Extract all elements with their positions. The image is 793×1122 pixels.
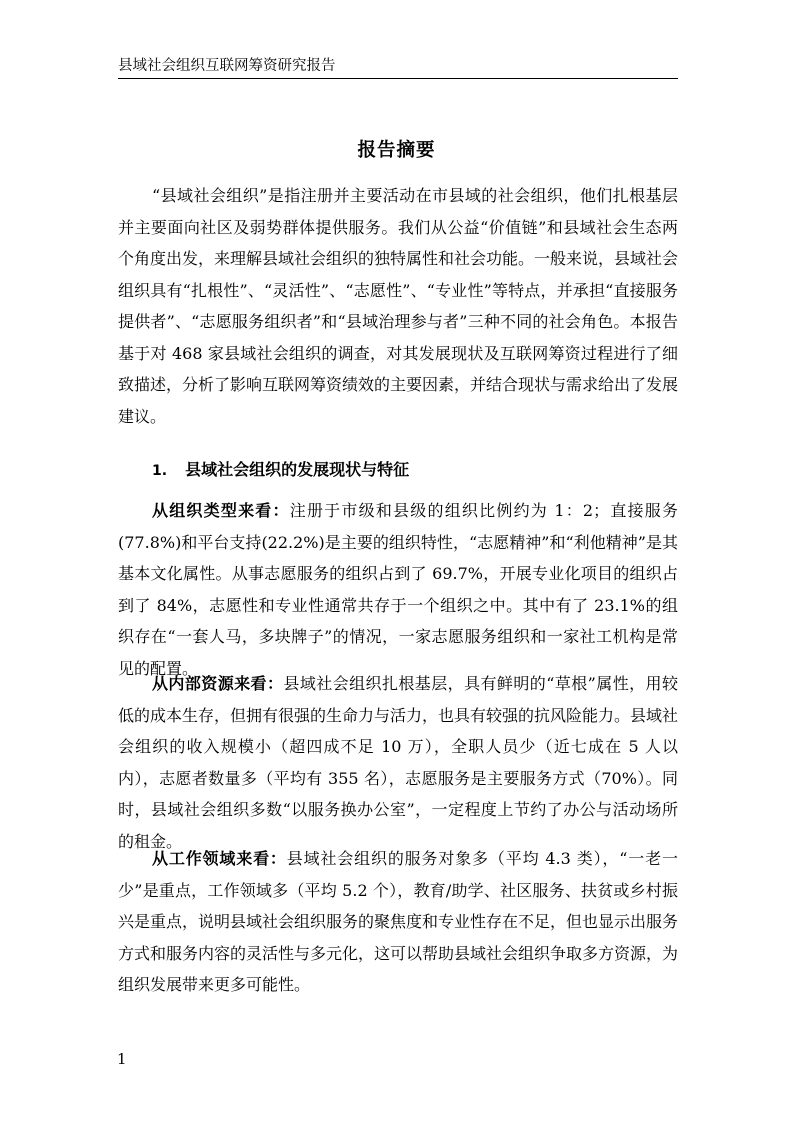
paragraph-lead: 从组织类型来看：: [152, 501, 290, 520]
page-number: 1: [117, 1050, 127, 1068]
paragraph-body: 县域社会组织扎根基层，具有鲜明的“草根”属性，用较低的成本生存，但拥有很强的生命力与活力，也具有较强的抗风险能力。县域社会组织的收入规模小（超四成不足 10 万），全职人员少（近七成在 5 人以内），志愿者数量多（平均有 355 名），志愿服务是主要服务方式（70%）。同时，县域社会组织多数“以服务换办公室”，一定程度上节约了办公与活动场所的租金。: [118, 674, 679, 851]
paragraph-body: 县域社会组织的服务对象多（平均 4.3 类），“一老一少”是重点，工作领域多（平均 5.2 个），教育/助学、社区服务、扶贫或乡村振兴是重点，说明县域社会组织服务的聚焦度和专业性存在不足，但也显示出服务方式和服务内容的灵活性与多元化，这可以帮助县域社会组织争取多方资源，为组织发展带来更多可能性。: [118, 849, 679, 994]
paragraph-org-type: [118, 495, 678, 684]
page-title: 报告摘要: [357, 140, 436, 161]
paragraph-internal-resources: [118, 668, 678, 857]
section-number: 1.: [152, 463, 168, 479]
paragraph-body: 注册于市级和县级的组织比例约为 1：2；直接服务(77.8%)和平台支持(22.2%)是主要的组织特性，“志愿精神”和“利他精神”是其基本文化属性。从事志愿服务的组织占到了 69.7%，开展专业化项目的组织占到了 84%，志愿性和专业性通常共存于一个组织之中。其中有了 23.1%的组织存在“一套人马，多块牌子”的情况，一家志愿服务组织和一家社工机构是常见的配置。: [118, 501, 678, 678]
paragraph-work-areas: [118, 843, 678, 1001]
paragraph-lead: 从工作领域来看：: [152, 849, 287, 868]
paragraph-lead: 从内部资源来看：: [152, 674, 284, 693]
section-heading: [152, 457, 409, 480]
running-header: 县域社会组织互联网筹资研究报告: [118, 56, 678, 79]
abstract-paragraph: “县域社会组织”是指注册并主要活动在市县域的社会组织，他们扎根基层并主要面向社区及弱势群体提供服务。我们从公益“价值链”和县域社会生态两个角度出发，来理解县域社会组织的独特属性和社会功能。一般来说，县域社会组织具有“扎根性”、“灵活性”、“志愿性”、“专业性”等特点，并承担“直接服务提供者”、“志愿服务组织者”和“县域治理参与者”三种不同的社会角色。本报告基于对 468 家县域社会组织的调查，对其发展现状及互联网筹资过程进行了细致描述，分析了影响互联网筹资绩效的主要因素，并结合现状与需求给出了发展建议。: [118, 186, 679, 426]
section-title: 县域社会组织的发展现状与特征: [185, 460, 410, 479]
